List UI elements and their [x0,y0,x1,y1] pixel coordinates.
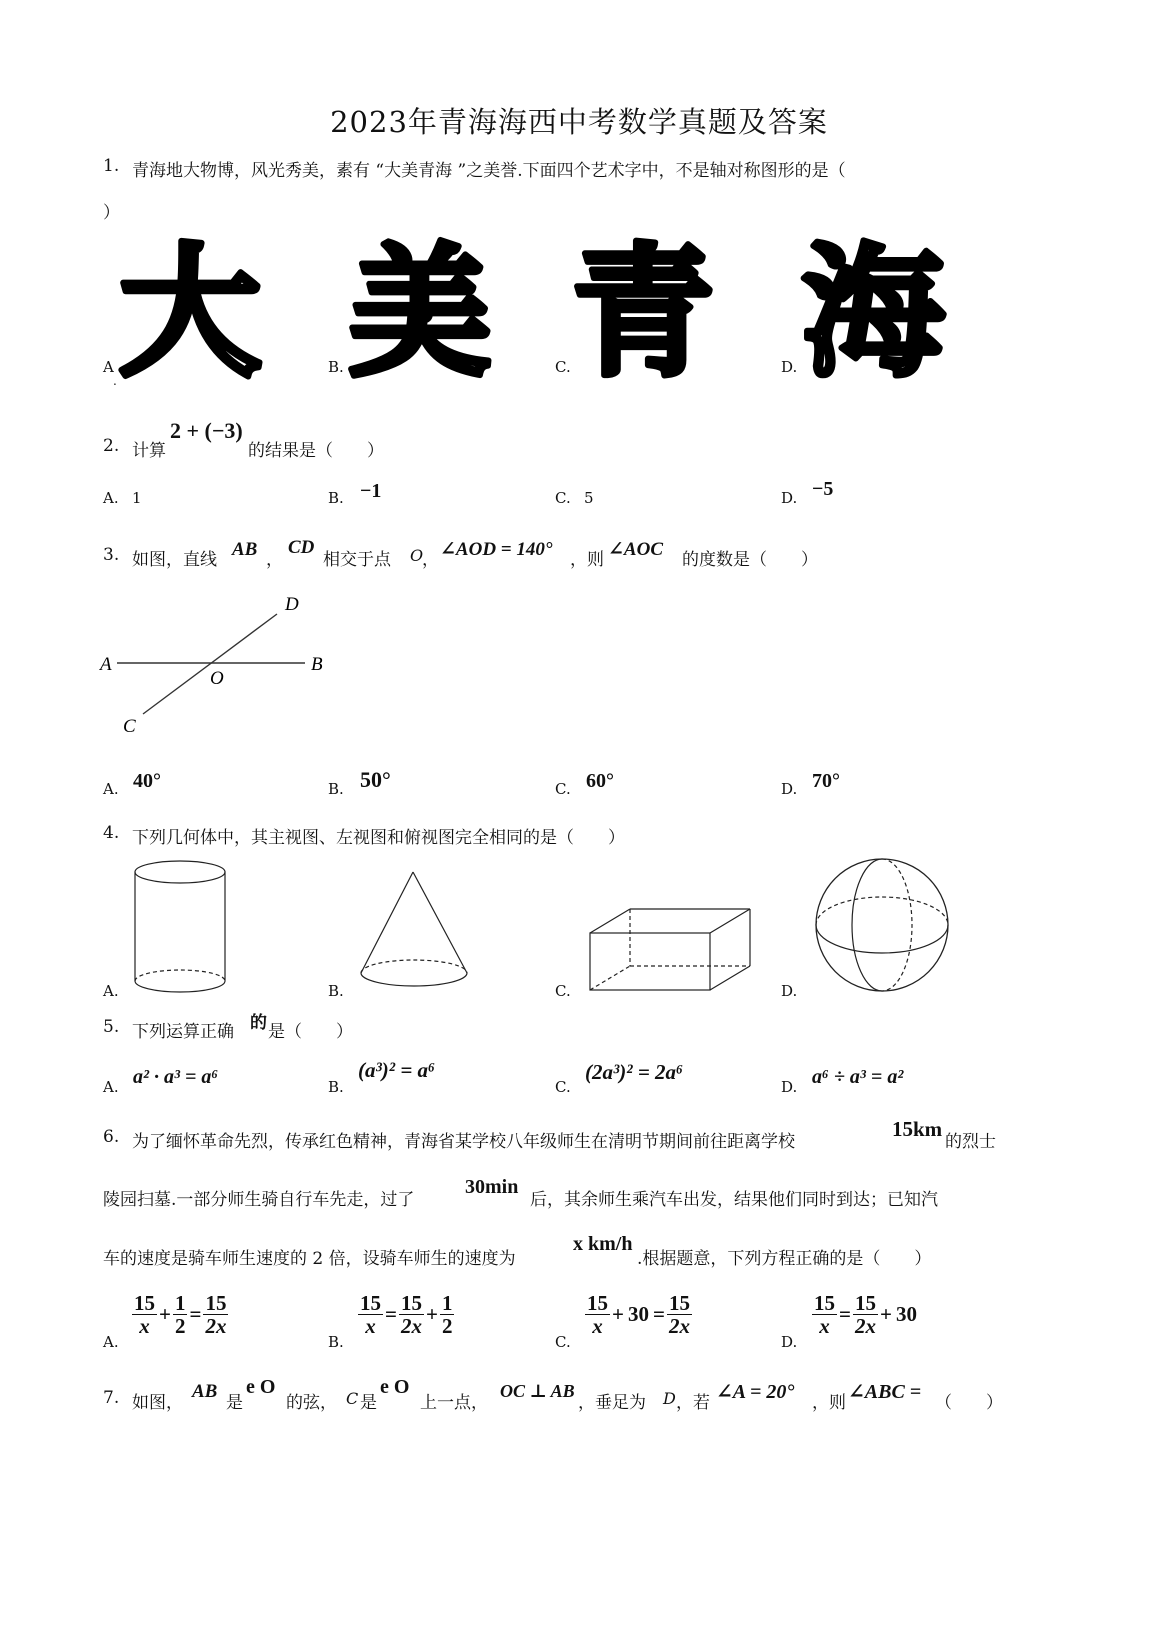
q1-label-c: C. [555,358,571,376]
q2-expression: 2 + (−3) [170,418,243,443]
q6-label-b: B. [328,1333,344,1351]
q7-perp: OC ⊥ AB [500,1381,575,1401]
q7-angle-abc: ∠ABC = [848,1381,922,1403]
q2-option-a: 1 [132,489,142,507]
q1-char-c: 青 [572,231,714,380]
q3-text-1: 如图，直线 [132,550,217,570]
cone-icon [355,865,480,1000]
q7-text-3: 的弦， [286,1393,337,1413]
q3-figure [95,590,355,745]
q6-line2-b: 后，其余师生乘汽车出发，结果他们同时到达；已知汽 [530,1190,938,1210]
q6-label-a: A. [103,1333,119,1351]
q2-label-d: D. [781,489,798,507]
q4-label-b: B. [328,982,344,1000]
q3-cd: CD [288,537,315,558]
q7-circle-o-2: e O [380,1376,410,1398]
q2-option-b: −1 [360,480,382,502]
q3-option-a: 40° [133,770,161,792]
q3-option-b: 50° [360,767,391,792]
q6-line2-a: 陵园扫墓.一部分师生骑自行车先走，过了 [103,1190,415,1210]
q4-number: 4. [103,823,120,843]
q7-ab: AB [192,1381,218,1402]
q6-distance: 15km [892,1117,943,1141]
q5-label-c: C. [555,1078,571,1096]
q4-label-d: D. [781,982,798,1000]
q2-label-a: A. [103,489,119,507]
q3-number: 3. [103,545,120,565]
q1-label-a: A [103,358,114,376]
q7-point-d: D [663,1389,676,1408]
q3-label-a: A. [103,780,119,798]
q2-number: 2. [103,436,120,456]
q5-option-a: a² · a³ = a⁶ [133,1066,219,1088]
q7-text-9: （ ） [935,1393,1003,1413]
q3-fig-label-o: O [210,668,224,689]
q5-label-b: B. [328,1078,344,1096]
q7-text-4: 是 [360,1393,377,1413]
q5-text-3: 是（ ） [268,1022,353,1042]
q4-text: 下列几何体中，其主视图、左视图和俯视图完全相同的是（ ） [132,828,625,848]
q3-option-c: 60° [586,770,614,792]
q4-label-c: C. [555,982,571,1000]
q2-option-c: 5 [584,489,594,507]
q7-text-8: ，则 [812,1393,846,1413]
q3-option-d: 70° [812,770,840,792]
q7-angle-a: ∠A = 20° [716,1381,795,1403]
q1-close-paren: ） [103,203,120,223]
q7-text-1: 如图， [132,1393,183,1413]
q7-number: 7. [103,1388,120,1408]
q5-number: 5. [103,1017,120,1037]
q6-option-a: $\frac{15}{x}$ + $\frac{1}{2}$ = $\frac{15}{2x}$ [134,1291,227,1339]
q1-char-b: 美 [349,231,491,380]
q5-text-1: 下列运算正确 [132,1022,234,1042]
q1-label-b: B. [328,358,344,376]
q3-fig-label-c: C [123,716,136,737]
q6-line3-a: 车的速度是骑车师生速度的 2 倍，设骑车师生的速度为 [103,1249,516,1269]
q2-label-b: B. [328,489,344,507]
q6-label-c: C. [555,1333,571,1351]
q6-speed: x km/h [573,1233,633,1255]
q5-label-a: A. [103,1078,119,1096]
q3-label-d: D. [781,780,798,798]
q3-text-3: ， [422,550,439,570]
q1-char-a: 大 [119,231,261,380]
q7-point-c: C [346,1389,359,1408]
q1-label-d: D. [781,358,798,376]
q3-point-o: O [410,546,424,565]
q3-ab: AB [232,539,258,560]
q6-option-c: $\frac{15}{x}$ + 30 = $\frac{15}{2x}$ [587,1291,690,1339]
q6-option-b: $\frac{15}{x}$ = $\frac{15}{2x}$ + $\frac{1}{2}$ [360,1291,453,1339]
q2-option-d: −5 [812,478,834,500]
q2-pre: 计算 [132,441,166,461]
q7-text-7: ，若 [676,1393,710,1413]
q1-number: 1. [103,156,120,176]
q3-label-b: B. [328,780,344,798]
q7-text-6: ，垂足为 [578,1393,646,1413]
q3-fig-label-d: D [285,594,299,615]
q6-label-d: D. [781,1333,798,1351]
q5-option-d: a⁶ ÷ a³ = a² [812,1066,904,1088]
q3-angle-aoc: ∠AOC [608,539,663,560]
sphere-icon [812,855,952,995]
q5-option-b: (a³)² = a⁶ [358,1058,436,1082]
q5-option-c: (2a³)² = 2a⁶ [585,1060,684,1084]
q6-option-d: $\frac{15}{x}$ = $\frac{15}{2x}$ + 30 [814,1291,917,1339]
q6-line3-b: .根据题意，下列方程正确的是（ ） [637,1249,932,1269]
q6-number: 6. [103,1127,120,1147]
q1-art-characters [115,230,955,380]
q3-text-2: 相交于点 [323,550,391,570]
q3-fig-label-b: B [311,654,323,675]
cuboid-icon [585,905,760,995]
q2-label-c: C. [555,489,571,507]
q1-char-d: 海 [802,231,944,380]
q4-label-a: A. [103,982,119,1000]
q1-text: 青海地大物博，风光秀美，素有 “大美青海 ”之美誉.下面四个艺术字中，不是轴对称图形的是（ [132,161,846,181]
q5-text-2: 的 [250,1013,267,1033]
q7-text-2: 是 [226,1393,243,1413]
q3-line-cd [143,614,277,714]
q1-label-a-dot: . [113,374,117,388]
page-title: 2023年青海海西中考数学真题及答案 [330,105,828,139]
q7-circle-o: e O [246,1376,276,1398]
q3-text-5: 的度数是（ ） [682,550,818,570]
q3-angle-aod: ∠AOD = 140° [440,539,553,560]
q5-label-d: D. [781,1078,798,1096]
q3-fig-label-a: A [100,654,112,675]
cylinder-icon [128,855,238,1000]
q3-comma: ， [266,550,283,570]
q6-line1-a: 为了缅怀革命先烈，传承红色精神，青海省某学校八年级师生在清明节期间前往距离学校 [132,1132,795,1152]
q6-line1-b: 的烈士 [945,1132,996,1152]
q3-text-4: ，则 [570,550,604,570]
q2-post: 的结果是（ ） [248,441,384,461]
q6-time: 30min [465,1176,519,1198]
q7-text-5: 上一点， [420,1393,488,1413]
q3-label-c: C. [555,780,571,798]
